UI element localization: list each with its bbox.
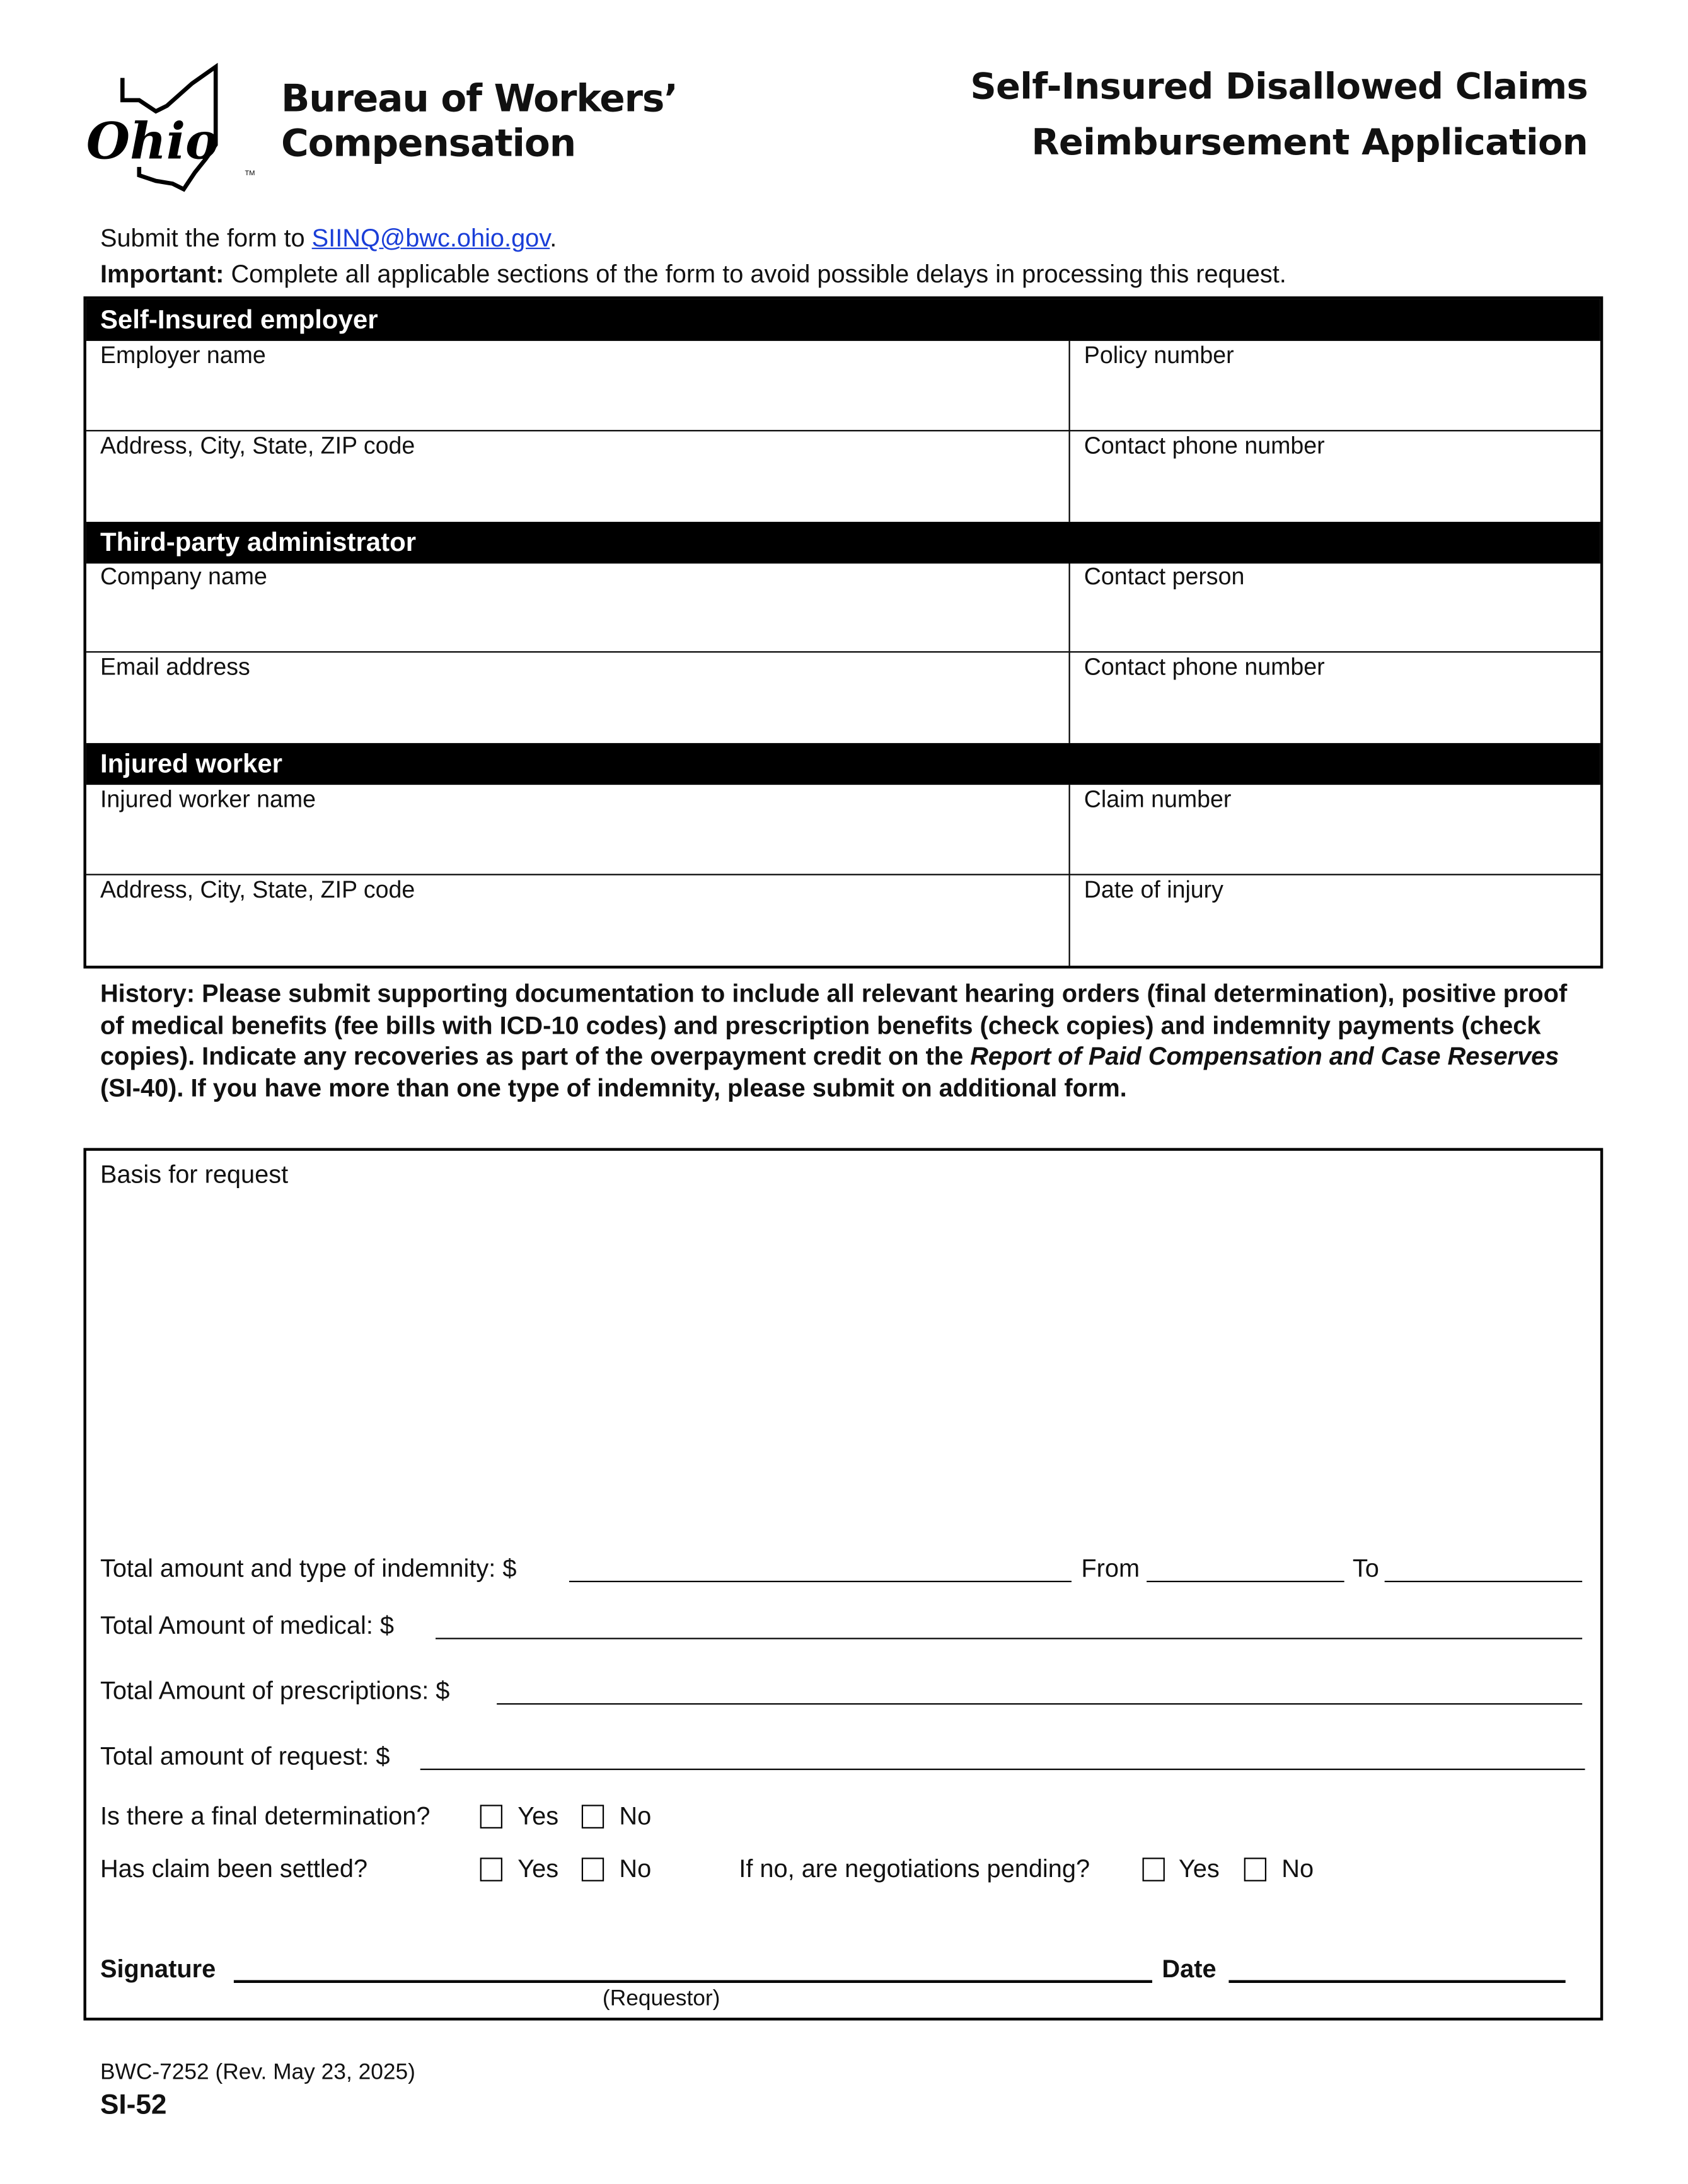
no-label: No	[1281, 1854, 1314, 1883]
field-label: Contact phone number	[1084, 654, 1325, 681]
signature-label: Signature	[100, 1955, 216, 1983]
table-row	[86, 875, 1600, 966]
contact-person-field[interactable]	[1070, 562, 1600, 651]
prescriptions-label: Total Amount of prescriptions: $	[100, 1677, 450, 1705]
negotiations-no-checkbox[interactable]	[1244, 1858, 1266, 1881]
field-label: Date of injury	[1084, 876, 1223, 903]
date-of-injury-field[interactable]	[1070, 875, 1600, 966]
table-row	[86, 431, 1600, 522]
request-total-label: Total amount of request: $	[100, 1742, 390, 1771]
worker-address-field[interactable]	[86, 875, 1070, 966]
tpa-phone-field[interactable]	[1070, 652, 1600, 743]
field-label: Injured worker name	[100, 786, 316, 813]
field-label: Address, City, State, ZIP code	[100, 876, 415, 903]
section-header-injured-worker: Injured worker	[86, 743, 1600, 785]
important-text: Complete all applicable sections of the form to avoid possible delays in processing this request.	[224, 260, 1286, 288]
no-label: No	[619, 1854, 652, 1883]
table-row	[86, 652, 1600, 743]
company-name-field[interactable]	[86, 562, 1070, 651]
table-row	[86, 785, 1600, 875]
history-instructions	[100, 978, 1595, 1104]
negotiations-yes-checkbox[interactable]	[1143, 1858, 1165, 1881]
submit-instruction	[100, 224, 557, 253]
from-label: From	[1081, 1554, 1140, 1583]
negotiations-question: If no, are negotiations pending?	[739, 1854, 1090, 1883]
email-address-field[interactable]	[86, 652, 1070, 743]
yes-label: Yes	[517, 1854, 559, 1883]
indemnity-amount-input[interactable]	[569, 1581, 1072, 1582]
ohio-logo	[83, 61, 264, 200]
indemnity-label: Total amount and type of indemnity: $	[100, 1554, 517, 1583]
field-label: Contact phone number	[1084, 432, 1325, 459]
section-header-employer: Self-Insured employer	[86, 299, 1600, 341]
requestor-caption: (Requestor)	[602, 1987, 720, 2011]
form-code: SI-52	[100, 2089, 167, 2121]
policy-number-field[interactable]	[1070, 341, 1600, 430]
agency-name-line2: Compensation	[280, 122, 576, 166]
to-date-input[interactable]	[1385, 1581, 1582, 1582]
history-text-end: (SI-40). If you have more than one type of indemnity, please submit on additional form.	[100, 1073, 1127, 1102]
form-title-line2: Reimbursement Application	[1031, 122, 1588, 165]
final-determination-yes-checkbox[interactable]	[480, 1805, 502, 1829]
basis-for-request-field[interactable]	[100, 1197, 1575, 1531]
field-label: Company name	[100, 563, 267, 591]
table-row	[86, 562, 1600, 653]
employer-address-field[interactable]	[86, 431, 1070, 522]
important-note	[100, 260, 1286, 289]
report-title: Report of Paid Compensation and Case Reserves	[970, 1042, 1559, 1070]
to-label: To	[1352, 1554, 1379, 1583]
prescriptions-amount-input[interactable]	[497, 1703, 1582, 1704]
submit-email-link[interactable]: SIINQ@bwc.ohio.gov	[311, 224, 550, 252]
date-label: Date	[1162, 1955, 1217, 1983]
medical-label: Total Amount of medical: $	[100, 1611, 395, 1639]
settled-no-checkbox[interactable]	[582, 1858, 604, 1881]
field-label: Policy number	[1084, 342, 1234, 369]
employer-name-field[interactable]	[86, 341, 1070, 430]
agency-name-line1: Bureau of Workers’	[280, 78, 678, 122]
yes-label: Yes	[1178, 1854, 1220, 1883]
field-label: Employer name	[100, 342, 266, 369]
section-header-tpa: Third-party administrator	[86, 522, 1600, 563]
final-determination-question: Is there a final determination?	[100, 1801, 431, 1830]
important-label: Important:	[100, 260, 224, 288]
employer-phone-field[interactable]	[1070, 431, 1600, 522]
final-determination-no-checkbox[interactable]	[582, 1805, 604, 1829]
field-label: Claim number	[1084, 786, 1232, 813]
date-input[interactable]	[1228, 1980, 1565, 1983]
injured-worker-name-field[interactable]	[86, 785, 1070, 874]
table-row	[86, 341, 1600, 432]
history-text: History: Please submit supporting documentation to include all relevant hearing orders (final determination), positive proof of medical benefits (fee bills with ICD-10 codes) and prescription benefits (check copies) and indemnity payments (check copies). Indicate any recoveries as part of the overpayment credit on the	[100, 979, 1568, 1070]
form-revision: BWC-7252 (Rev. May 23, 2025)	[100, 2060, 415, 2085]
field-label: Address, City, State, ZIP code	[100, 432, 415, 459]
yes-label: Yes	[517, 1801, 559, 1830]
field-label: Email address	[100, 654, 250, 681]
signature-input[interactable]	[234, 1980, 1152, 1983]
field-label: Contact person	[1084, 563, 1245, 591]
form-title-line1: Self-Insured Disallowed Claims	[970, 66, 1588, 109]
from-date-input[interactable]	[1147, 1581, 1344, 1582]
settled-yes-checkbox[interactable]	[480, 1858, 502, 1881]
svg-text:Ohio: Ohio	[86, 111, 219, 171]
settled-question: Has claim been settled?	[100, 1854, 368, 1883]
no-label: No	[619, 1801, 652, 1830]
claim-number-field[interactable]	[1070, 785, 1600, 874]
submit-suffix: .	[550, 224, 557, 252]
svg-text:TM: TM	[245, 170, 255, 178]
info-table	[83, 296, 1603, 968]
request-total-input[interactable]	[420, 1769, 1585, 1770]
submit-prefix: Submit the form to	[100, 224, 312, 252]
basis-label: Basis for request	[100, 1160, 289, 1189]
medical-amount-input[interactable]	[436, 1638, 1582, 1639]
